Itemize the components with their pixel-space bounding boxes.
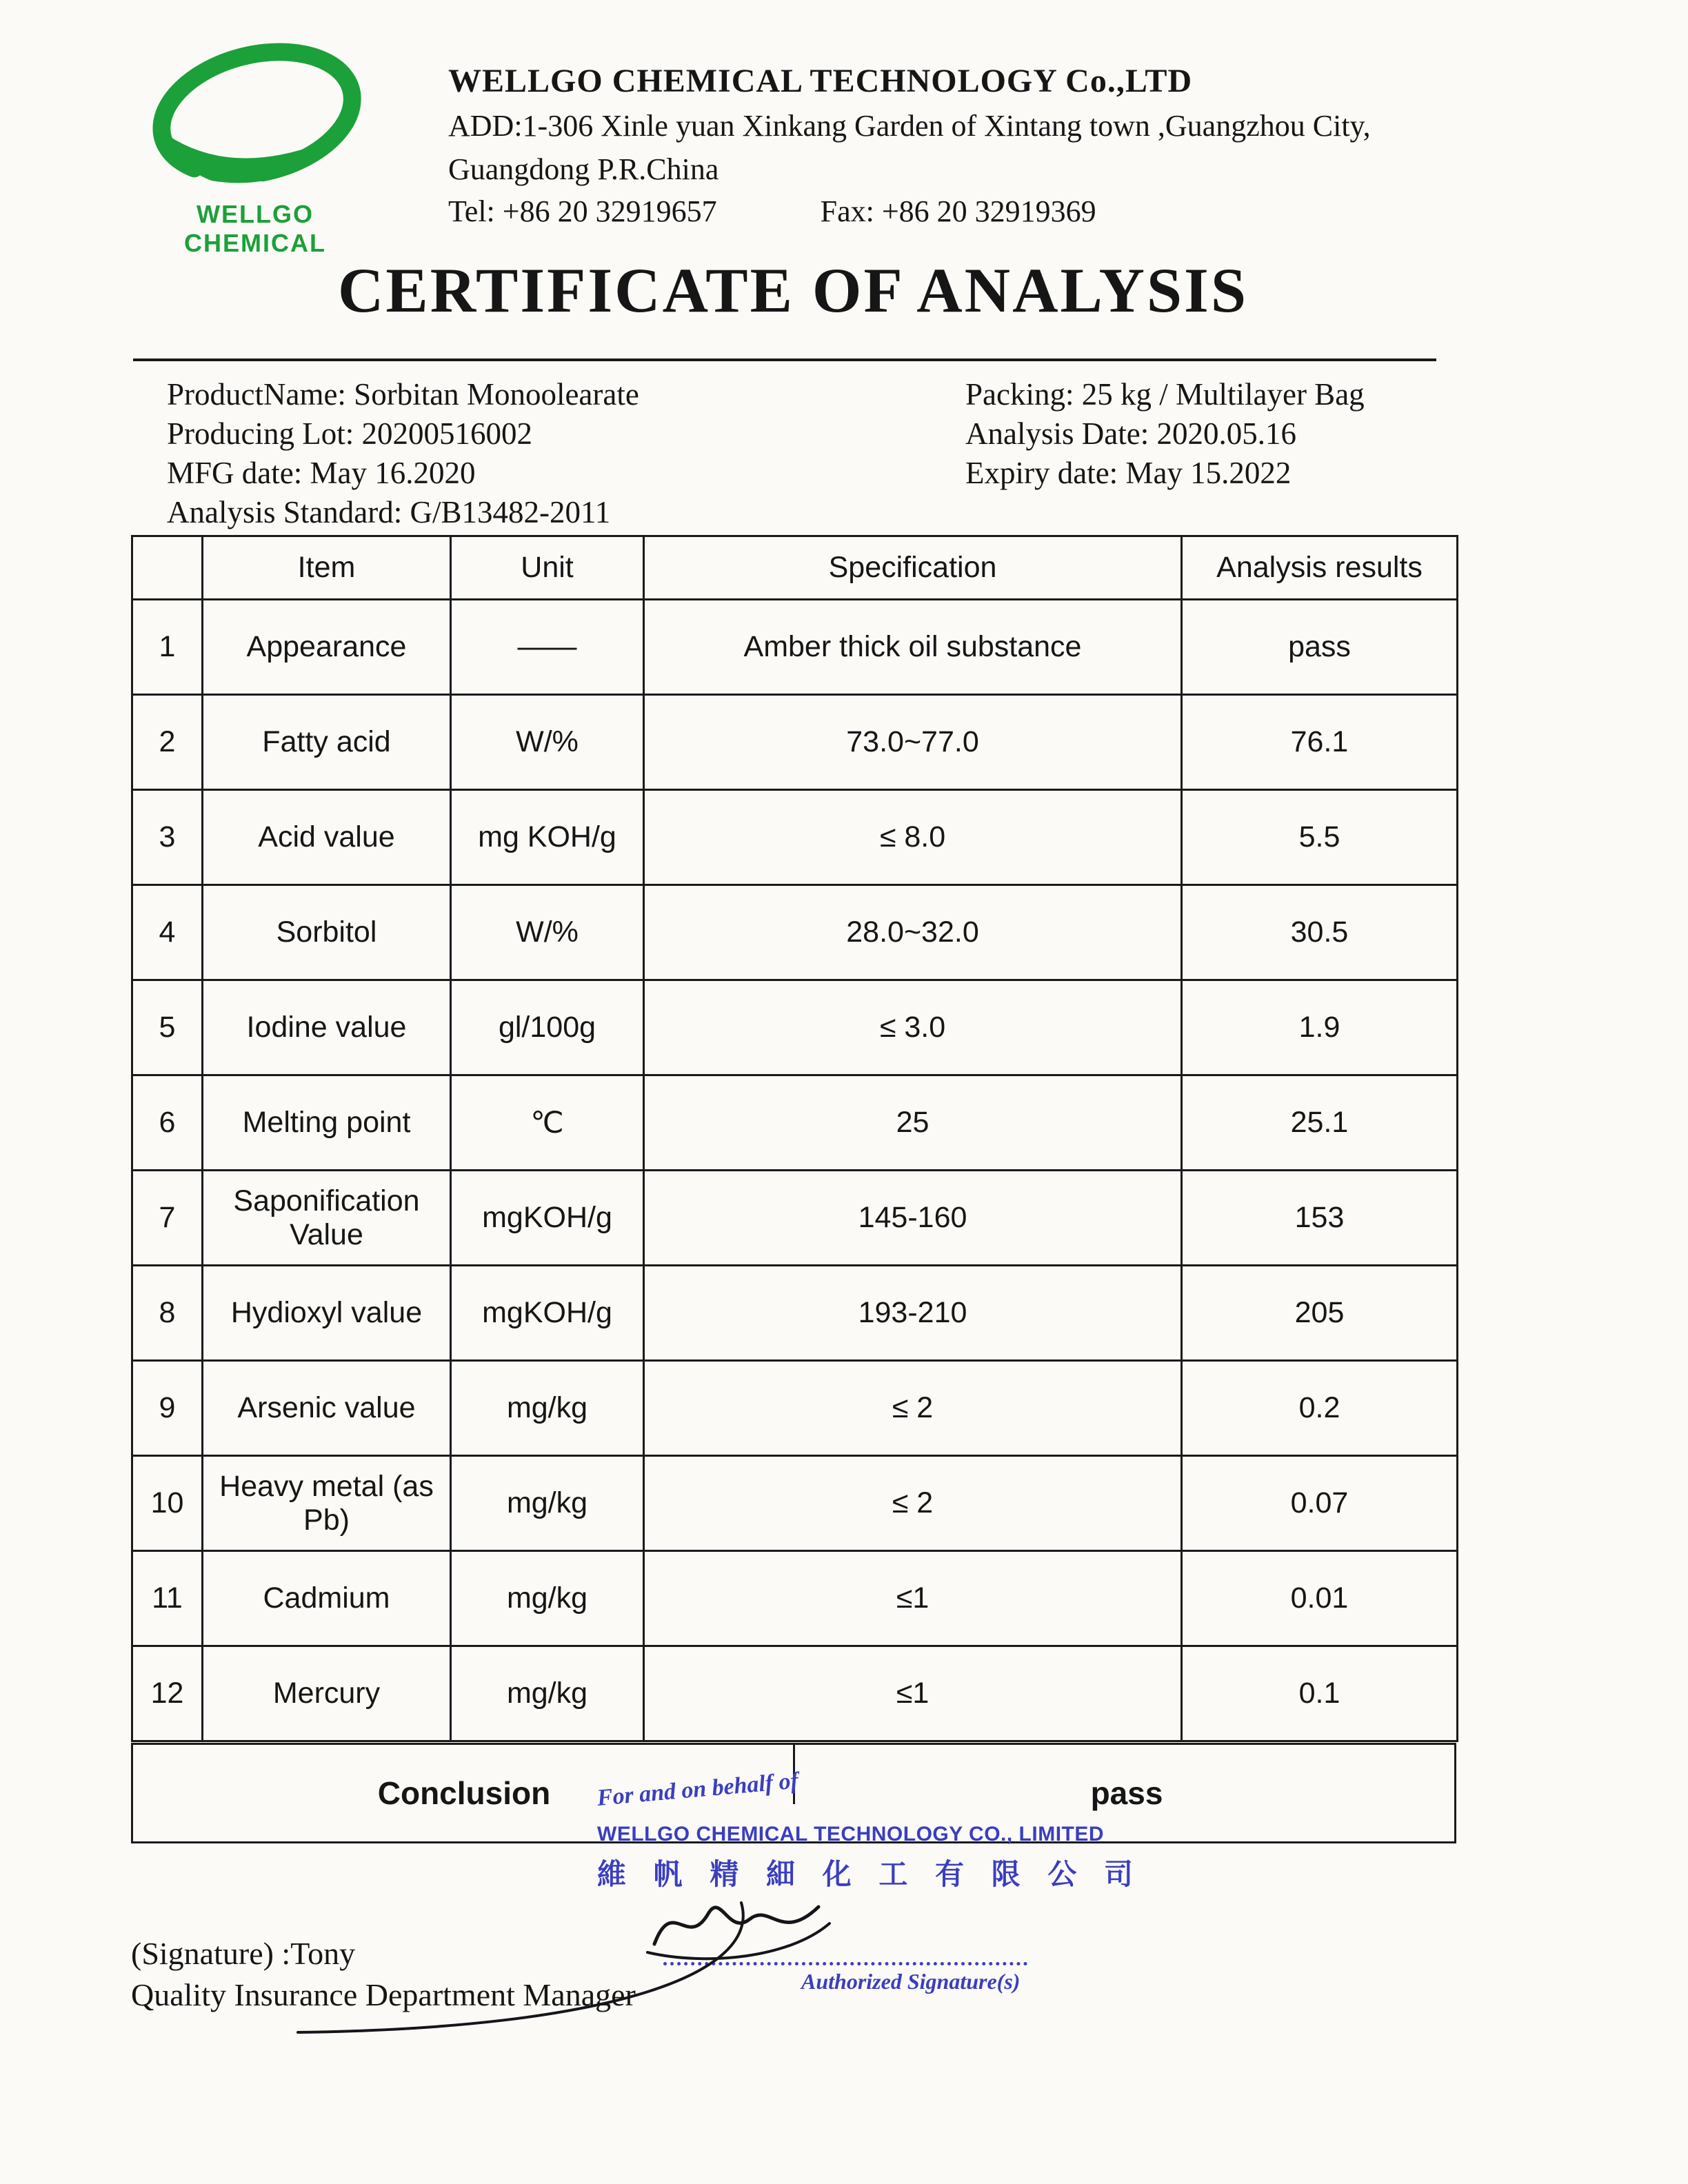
cell-spec: 28.0~32.0 [644,885,1182,980]
cell-unit: mg/kg [451,1456,644,1551]
cell-spec: ≤ 2 [644,1361,1182,1456]
cell-result: 0.07 [1182,1456,1458,1551]
cell-item: Mercury [203,1646,451,1741]
conclusion-label: Conclusion [377,1775,551,1811]
cell-unit: W/% [451,695,644,790]
stamp-chinese-line: 維 帆 精 細 化 工 有 限 公 司 [597,1858,1143,1890]
table-row [132,885,1458,980]
cell-item: Hydioxyl value [203,1266,451,1361]
cell-spec: 145-160 [644,1171,1182,1266]
stamp-behalf-line: For and on behalf of [596,1768,800,1811]
row-number: 9 [132,1361,203,1456]
table-row [132,1551,1458,1646]
cell-unit: —— [451,600,644,695]
cell-result: 25.1 [1182,1075,1458,1171]
row-number: 7 [132,1171,203,1266]
table-row [132,600,1458,695]
analysis-date-line: Analysis Date: 2020.05.16 [965,416,1296,451]
header-analysis-results: Analysis results [1182,536,1458,600]
cell-unit: gl/100g [451,980,644,1075]
header-specification: Specification [644,536,1182,600]
company-fax: Fax: +86 20 32919369 [820,194,1096,228]
cell-spec: Amber thick oil substance [644,600,1182,695]
cell-item: Acid value [203,790,451,885]
cell-item: Arsenic value [203,1361,451,1456]
company-stamp [596,1768,1143,1893]
table-row [132,1361,1458,1456]
cell-item: Sorbitol [203,885,451,980]
row-number: 4 [132,885,203,980]
row-number: 8 [132,1266,203,1361]
row-number: 5 [132,980,203,1075]
cell-result: 205 [1182,1266,1458,1361]
cell-result: 5.5 [1182,790,1458,885]
cell-item: Cadmium [203,1551,451,1646]
cell-item: Heavy metal (as Pb) [203,1456,451,1551]
cell-item: Fatty acid [203,695,451,790]
row-number: 1 [132,600,203,695]
company-logo [123,34,388,258]
logo-brand-text: WELLGO CHEMICAL [184,200,326,257]
cell-item: Appearance [203,600,451,695]
cell-result: 0.2 [1182,1361,1458,1456]
cell-result: pass [1182,600,1458,695]
company-name: WELLGO CHEMICAL TECHNOLOGY Co.,LTD [448,63,1193,99]
authorized-signature-label: Authorized Signature(s) [801,1969,1021,1994]
stamp-company-line: WELLGO CHEMICAL TECHNOLOGY CO., LIMITED [597,1823,1105,1846]
signature-tail-icon [290,1897,758,2045]
cell-unit: mg/kg [451,1646,644,1741]
table-row [132,1456,1458,1551]
table-row [132,1171,1458,1266]
header-unit: Unit [451,536,644,600]
expiry-date-line: Expiry date: May 15.2022 [965,456,1292,490]
row-number: 10 [132,1456,203,1551]
product-name-line: ProductName: Sorbitan Monoolearate [167,377,639,412]
cell-unit: W/% [451,885,644,980]
title-divider [133,358,1436,361]
wellgo-logo-icon [128,34,382,199]
mfg-date-line: MFG date: May 16.2020 [167,456,476,490]
cell-result: 76.1 [1182,695,1458,790]
table-row [132,1646,1458,1741]
table-row [132,695,1458,790]
cell-result: 0.1 [1182,1646,1458,1741]
cell-unit: mgKOH/g [451,1266,644,1361]
cell-spec: ≤ 8.0 [644,790,1182,885]
cell-unit: ℃ [451,1075,644,1171]
cell-result: 1.9 [1182,980,1458,1075]
cell-spec: ≤ 3.0 [644,980,1182,1075]
product-info-left [167,375,639,532]
table-row [132,790,1458,885]
cell-item: Saponification Value [203,1171,451,1266]
company-header [448,62,1607,229]
cell-spec: 73.0~77.0 [644,695,1182,790]
conclusion-result: pass [1090,1775,1163,1811]
cell-unit: mgKOH/g [451,1171,644,1266]
company-address-line1: ADD:1-306 Xinle yuan Xinkang Garden of Xintang town ,Guangzhou City, [448,109,1371,143]
analysis-table [131,535,1458,1742]
signatory-name: (Signature) :Tony [131,1936,356,1971]
signatory-role: Quality Insurance Department Manager [131,1977,636,2012]
product-info-right [965,375,1365,493]
row-number: 6 [132,1075,203,1171]
header-number [132,536,203,600]
producing-lot-line: Producing Lot: 20200516002 [167,416,532,451]
row-number: 12 [132,1646,203,1741]
row-number: 2 [132,695,203,790]
cell-spec: ≤1 [644,1551,1182,1646]
table-row [132,980,1458,1075]
document-title: CERTIFICATE OF ANALYSIS [337,255,1249,325]
packing-line: Packing: 25 kg / Multilayer Bag [965,377,1365,412]
cell-spec: 193-210 [644,1266,1182,1361]
company-tel: Tel: +86 20 32919657 [448,194,717,228]
table-row [132,1075,1458,1171]
cell-spec: 25 [644,1075,1182,1171]
row-number: 3 [132,790,203,885]
cell-result: 153 [1182,1171,1458,1266]
cell-result: 30.5 [1182,885,1458,980]
cell-unit: mg KOH/g [451,790,644,885]
cell-unit: mg/kg [451,1361,644,1456]
cell-spec: ≤ 2 [644,1456,1182,1551]
company-contact [448,194,1607,229]
table-header-row [132,536,1458,600]
header-item: Item [203,536,451,600]
cell-item: Melting point [203,1075,451,1171]
cell-unit: mg/kg [451,1551,644,1646]
table-row [132,1266,1458,1361]
company-address-line2: Guangdong P.R.China [448,152,719,186]
cell-spec: ≤1 [644,1646,1182,1741]
analysis-standard-line: Analysis Standard: G/B13482-2011 [167,495,611,529]
row-number: 11 [132,1551,203,1646]
cell-result: 0.01 [1182,1551,1458,1646]
cell-item: Iodine value [203,980,451,1075]
